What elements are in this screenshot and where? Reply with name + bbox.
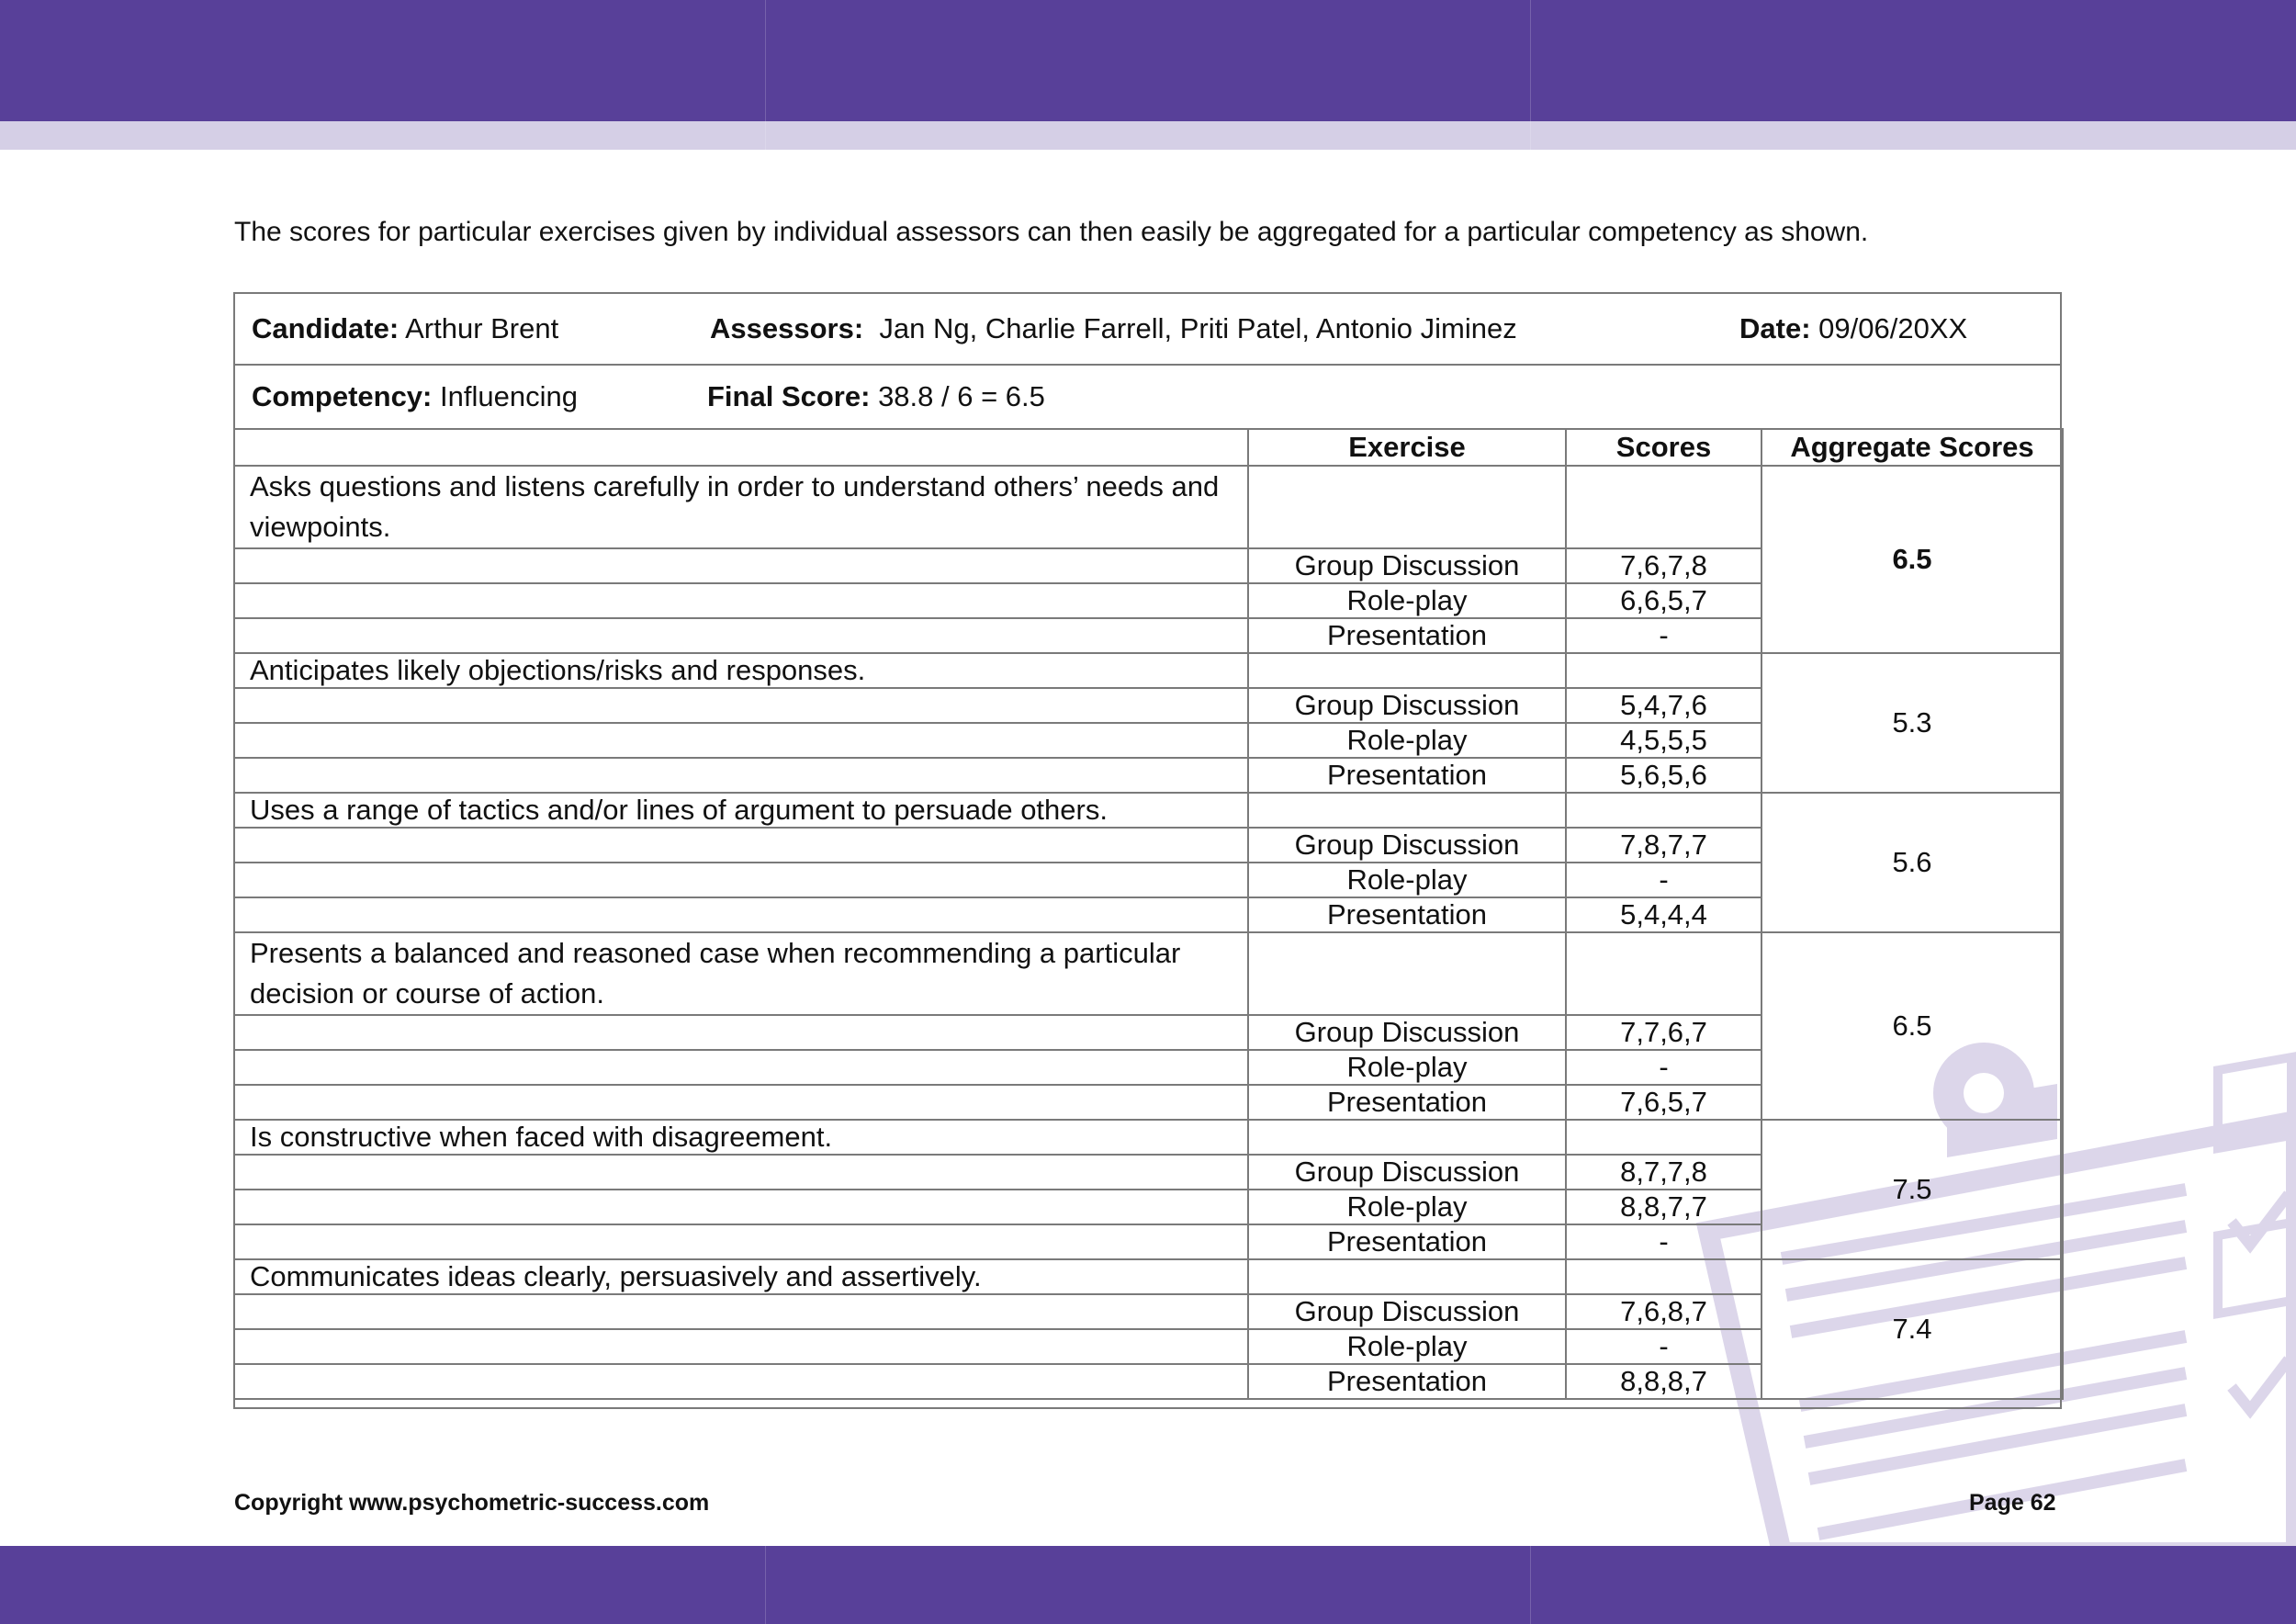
criterion-row	[234, 932, 2063, 1015]
exercise-name: Role-play	[1248, 1190, 1566, 1224]
criterion-header	[234, 429, 1248, 466]
blank-cell	[234, 1224, 1248, 1259]
exercise-name: Group Discussion	[1248, 548, 1566, 583]
final-score-value: 38.8 / 6 = 6.5	[878, 380, 1045, 412]
aggregate-score: 7.5	[1761, 1120, 2063, 1259]
scores-cell	[1566, 466, 1761, 548]
header-band-light	[0, 121, 2296, 150]
exercise-cell	[1248, 1120, 1566, 1155]
criterion-row	[234, 466, 2063, 548]
exercise-scores: 7,6,7,8	[1566, 548, 1761, 583]
final-score-field	[707, 378, 1045, 415]
aggregate-score: 5.3	[1761, 653, 2063, 793]
exercise-cell	[1248, 653, 1566, 688]
criterion-text: Is constructive when faced with disagreement.	[234, 1120, 1248, 1155]
criterion-text: Uses a range of tactics and/or lines of argument to persuade others.	[234, 793, 1248, 828]
criterion-row	[234, 1259, 2063, 1294]
assessors-label: Assessors:	[710, 312, 864, 344]
blank-cell	[234, 897, 1248, 932]
exercise-name: Presentation	[1248, 1085, 1566, 1120]
scores-header: Scores	[1566, 429, 1761, 466]
criterion-text: Communicates ideas clearly, persuasively and assertively.	[234, 1259, 1248, 1294]
final-score-label: Final Score:	[707, 380, 871, 412]
exercise-name: Group Discussion	[1248, 828, 1566, 863]
candidate-field	[252, 310, 558, 347]
scores-cell	[1566, 932, 1761, 1015]
exercise-scores: -	[1566, 1050, 1761, 1085]
band-divider	[1530, 1546, 1531, 1624]
exercise-name: Role-play	[1248, 723, 1566, 758]
blank-cell	[234, 583, 1248, 618]
exercise-name: Group Discussion	[1248, 1015, 1566, 1050]
blank-cell	[234, 688, 1248, 723]
scores-cell	[1566, 1259, 1761, 1294]
criterion-text: Anticipates likely objections/risks and responses.	[234, 653, 1248, 688]
competency-value: Influencing	[440, 380, 578, 412]
exercise-cell	[1248, 1259, 1566, 1294]
aggregate-score: 7.4	[1761, 1259, 2063, 1399]
exercise-name: Group Discussion	[1248, 688, 1566, 723]
exercise-name: Group Discussion	[1248, 1155, 1566, 1190]
exercise-scores: -	[1566, 1224, 1761, 1259]
exercise-scores: 8,8,8,7	[1566, 1364, 1761, 1399]
band-divider	[1530, 0, 1531, 150]
date-field	[1739, 310, 1967, 347]
exercise-header: Exercise	[1248, 429, 1566, 466]
exercise-name: Presentation	[1248, 897, 1566, 932]
criterion-row	[234, 653, 2063, 688]
exercise-cell	[1248, 466, 1566, 548]
exercise-scores: 5,4,7,6	[1566, 688, 1761, 723]
exercise-scores: -	[1566, 1329, 1761, 1364]
exercise-scores: 5,4,4,4	[1566, 897, 1761, 932]
exercise-scores: -	[1566, 618, 1761, 653]
blank-cell	[234, 1050, 1248, 1085]
blank-cell	[234, 863, 1248, 897]
intro-text: The scores for particular exercises given by individual assessors can then easily be aggregated for a particular competency as shown.	[234, 217, 1869, 247]
exercise-cell	[1248, 932, 1566, 1015]
copyright-text: Copyright www.psychometric-success.com	[234, 1490, 710, 1516]
blank-cell	[234, 548, 1248, 583]
exercise-scores: -	[1566, 863, 1761, 897]
exercise-name: Role-play	[1248, 863, 1566, 897]
exercise-scores: 6,6,5,7	[1566, 583, 1761, 618]
criterion-text: Presents a balanced and reasoned case when recommending a particular decision or course of action.	[234, 932, 1248, 1015]
blank-cell	[234, 828, 1248, 863]
assessors-value: Jan Ng, Charlie Farrell, Priti Patel, Antonio Jiminez	[879, 312, 1517, 344]
scores-cell	[1566, 653, 1761, 688]
exercise-scores: 7,6,5,7	[1566, 1085, 1761, 1120]
blank-cell	[234, 1329, 1248, 1364]
competency-label: Competency:	[252, 380, 433, 412]
exercise-scores: 7,7,6,7	[1566, 1015, 1761, 1050]
scores-table	[233, 428, 2064, 1400]
blank-cell	[234, 1155, 1248, 1190]
blank-cell	[234, 1364, 1248, 1399]
aggregate-header: Aggregate Scores	[1761, 429, 2063, 466]
blank-cell	[234, 1190, 1248, 1224]
date-label: Date:	[1739, 312, 1811, 344]
exercise-name: Presentation	[1248, 618, 1566, 653]
exercise-scores: 5,6,5,6	[1566, 758, 1761, 793]
exercise-name: Presentation	[1248, 1364, 1566, 1399]
exercise-scores: 7,8,7,7	[1566, 828, 1761, 863]
blank-cell	[234, 1085, 1248, 1120]
exercise-name: Role-play	[1248, 1050, 1566, 1085]
exercise-scores: 7,6,8,7	[1566, 1294, 1761, 1329]
table-header-row	[234, 429, 2063, 466]
aggregate-score: 6.5	[1761, 932, 2063, 1120]
aggregate-score: 6.5	[1761, 466, 2063, 653]
header-band	[0, 0, 2296, 121]
exercise-cell	[1248, 793, 1566, 828]
scores-body	[234, 466, 2063, 1399]
blank-cell	[234, 618, 1248, 653]
band-divider	[765, 0, 766, 150]
exercise-scores: 8,7,7,8	[1566, 1155, 1761, 1190]
blank-cell	[234, 758, 1248, 793]
exercise-name: Role-play	[1248, 1329, 1566, 1364]
page-number: Page 62	[1969, 1490, 2056, 1516]
footer-band	[0, 1546, 2296, 1624]
scores-cell	[1566, 793, 1761, 828]
exercise-scores: 8,8,7,7	[1566, 1190, 1761, 1224]
assessors-field	[710, 310, 1517, 347]
exercise-name: Group Discussion	[1248, 1294, 1566, 1329]
criterion-text: Asks questions and listens carefully in order to understand others’ needs and viewpoints.	[234, 466, 1248, 548]
band-divider	[765, 1546, 766, 1624]
date-value: 09/06/20XX	[1818, 312, 1968, 344]
criterion-row	[234, 793, 2063, 828]
exercise-name: Presentation	[1248, 758, 1566, 793]
criterion-row	[234, 1120, 2063, 1155]
aggregate-score: 5.6	[1761, 793, 2063, 932]
candidate-value: Arthur Brent	[405, 312, 559, 344]
scores-cell	[1566, 1120, 1761, 1155]
header-divider	[235, 364, 2060, 366]
exercise-name: Role-play	[1248, 583, 1566, 618]
blank-cell	[234, 1294, 1248, 1329]
competency-field	[252, 378, 578, 415]
candidate-label: Candidate:	[252, 312, 400, 344]
blank-cell	[234, 1015, 1248, 1050]
exercise-name: Presentation	[1248, 1224, 1566, 1259]
exercise-scores: 4,5,5,5	[1566, 723, 1761, 758]
blank-cell	[234, 723, 1248, 758]
